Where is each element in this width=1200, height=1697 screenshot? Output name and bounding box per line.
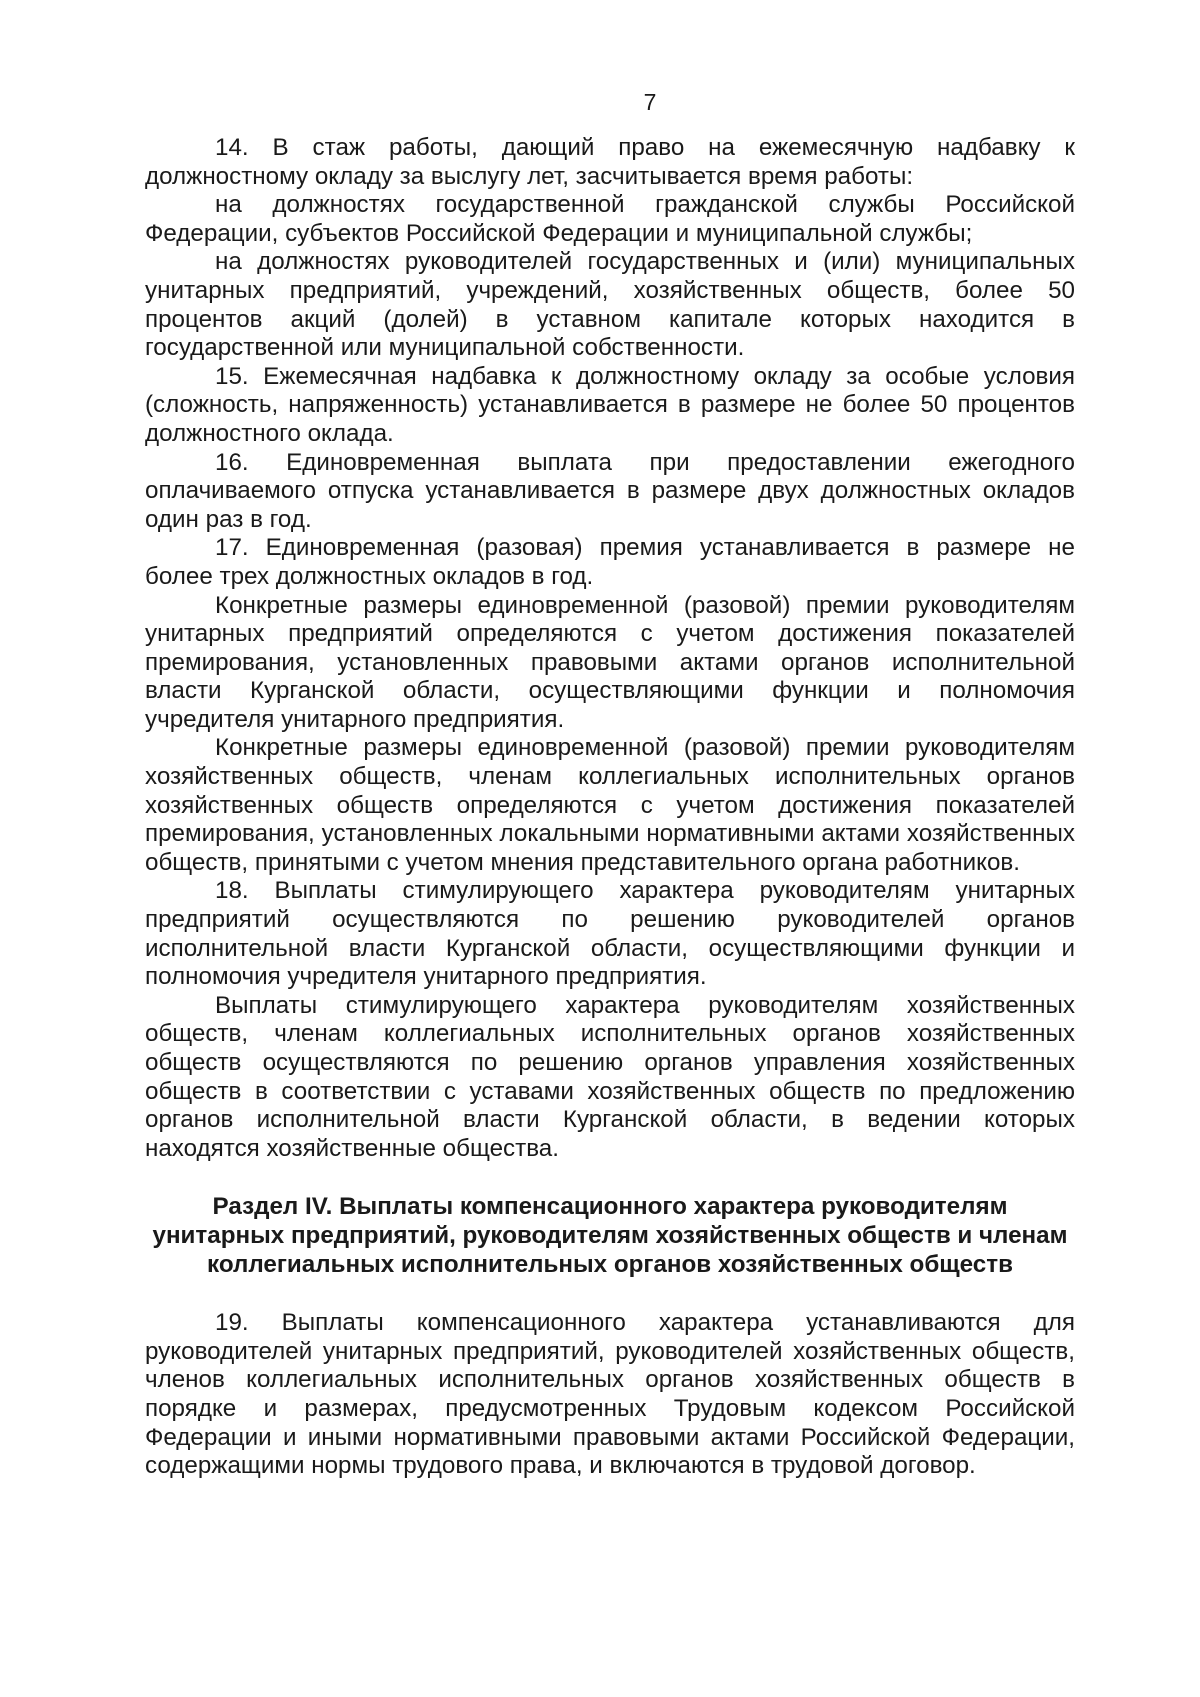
paragraph-15: 15. Ежемесячная надбавка к должностному окладу за особые условия (сложность, напряженность) устанавливается в размере не более 50 процентов должностного оклада. bbox=[145, 362, 1075, 447]
paragraph-19: 19. Выплаты компенсационного характера устанавливаются для руководителей унитарных предприятий, руководителей хозяйственных обществ, членов коллегиальных исполнительных органов хозяйственных обществ в порядке и размерах, предусмотренных Трудовым кодексом Российской Федерации и иными нормативными правовыми актами Российской Федерации, содержащими нормы трудового права, и включаются в трудовой договор. bbox=[145, 1309, 1075, 1480]
paragraph-14: 14. В стаж работы, дающий право на ежемесячную надбавку к должностному окладу за выслугу лет, засчитывается время работы: bbox=[145, 134, 1075, 190]
paragraph-17-company-bonus: Конкретные размеры единовременной (разовой) премии руководителям хозяйственных обществ, членам коллегиальных исполнительных органов хозяйственных обществ определяются с учетом достижения показателей премирования, установленных локальными нормативными актами хозяйственных обществ, принятыми с учетом мнения представительного органа работников. bbox=[145, 734, 1075, 876]
paragraph-17: 17. Единовременная (разовая) премия устанавливается в размере не более трех должностных окладов в год. bbox=[145, 534, 1075, 590]
paragraph-14-item-civil-service: на должностях государственной гражданской службы Российской Федерации, субъектов Российской Федерации и муниципальной службы; bbox=[145, 191, 1075, 247]
paragraph-16: 16. Единовременная выплата при предоставлении ежегодного оплачиваемого отпуска устанавливается в размере двух должностных окладов один раз в год. bbox=[145, 448, 1075, 533]
paragraph-18-company-payments: Выплаты стимулирующего характера руководителям хозяйственных обществ, членам коллегиальных исполнительных органов хозяйственных обществ осуществляются по решению органов управления хозяйственных обществ в соответствии с уставами хозяйственных обществ по предложению органов исполнительной власти Курганской области, в ведении которых находятся хозяйственные общества. bbox=[145, 991, 1075, 1162]
paragraph-14-item-enterprises: на должностях руководителей государственных и (или) муниципальных унитарных предприятий, учреждений, хозяйственных обществ, более 50 процентов акций (долей) в уставном капитале которых находится в государственной или муниципальной собственности. bbox=[145, 248, 1075, 362]
page-number: 7 bbox=[643, 89, 657, 115]
paragraph-17-enterprise-bonus: Конкретные размеры единовременной (разовой) премии руководителям унитарных предприятий определяются с учетом достижения показателей премирования, установленных правовыми актами органов исполнительной власти Курганской области, осуществляющими функции и полномочия учредителя унитарного предприятия. bbox=[145, 591, 1075, 733]
section-heading: Раздел IV. Выплаты компенсационного характера руководителям унитарных предприятий, руководителям хозяйственных обществ и членам коллегиальных исполнительных органов хозяйственных обществ bbox=[152, 1193, 1068, 1278]
document-body bbox=[145, 134, 1075, 1481]
paragraph-18: 18. Выплаты стимулирующего характера руководителям унитарных предприятий осуществляются по решению руководителей органов исполнительной власти Курганской области, осуществляющими функции и полномочия учредителя унитарного предприятия. bbox=[145, 877, 1075, 991]
